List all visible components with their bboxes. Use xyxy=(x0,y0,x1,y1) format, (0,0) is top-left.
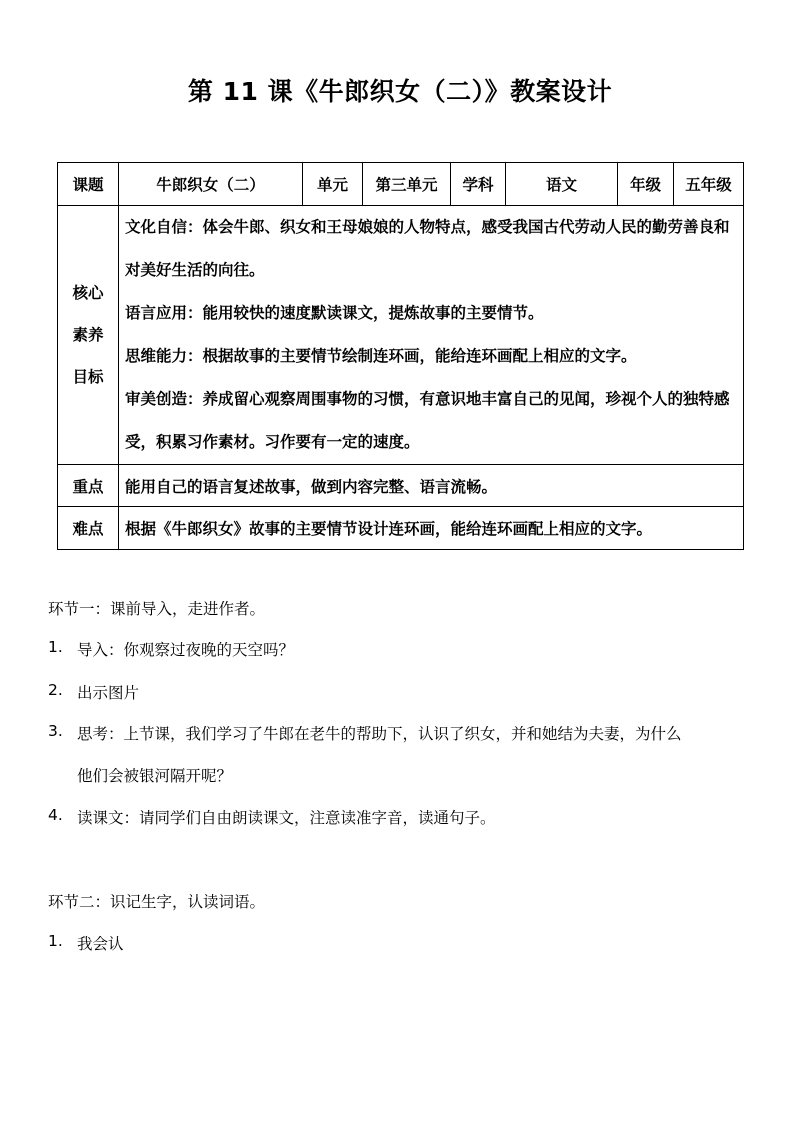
list-item-number: 3. xyxy=(48,722,63,740)
unit-value: 第三单元 xyxy=(363,163,451,206)
goal-culture: 文化自信：体会牛郎、织女和王母娘娘的人物特点，感受我国古代劳动人民的勤劳善良和对美好生活的向往。 xyxy=(125,218,730,279)
list-item: 出示图片 xyxy=(77,684,140,702)
goals-label xyxy=(58,206,119,465)
goals-content xyxy=(119,206,744,465)
goals-label-line: 核心 xyxy=(72,284,104,302)
list-item-number: 2. xyxy=(48,681,63,699)
goals-label-line: 素养 xyxy=(72,326,104,344)
list-item-continuation: 他们会被银河隔开呢？ xyxy=(77,767,233,785)
goals-row xyxy=(58,206,744,465)
key-point-text: 能用自己的语言复述故事，做到内容完整、语言流畅。 xyxy=(119,465,744,507)
section1-heading: 环节一：课前导入，走进作者。 xyxy=(48,600,266,618)
goal-language: 语言应用：能用较快的速度默读课文，提炼故事的主要情节。 xyxy=(125,304,544,322)
section2-heading: 环节二：识记生字，认读词语。 xyxy=(48,893,266,911)
list-item: 导入：你观察过夜晚的天空吗？ xyxy=(77,641,295,659)
difficulty-text: 根据《牛郎织女》故事的主要情节设计连环画，能给连环画配上相应的文字。 xyxy=(119,507,744,550)
goals-label-line: 目标 xyxy=(72,368,104,386)
topic-value: 牛郎织女（二） xyxy=(119,163,303,206)
list-item: 读课文：请同学们自由朗读课文，注意读准字音，读通句子。 xyxy=(77,809,496,827)
subject-value: 语文 xyxy=(506,163,618,206)
topic-label: 课题 xyxy=(58,163,119,206)
subject-label: 学科 xyxy=(451,163,506,206)
list-item-number: 4. xyxy=(48,806,63,824)
list-item-number: 1. xyxy=(48,932,63,950)
list-item: 思考：上节课，我们学习了牛郎在老牛的帮助下，认识了织女，并和她结为夫妻，为什么 xyxy=(77,725,682,743)
goal-thinking: 思维能力：根据故事的主要情节绘制连环画，能给连环画配上相应的文字。 xyxy=(125,347,637,365)
table-header-row xyxy=(58,163,744,206)
unit-label: 单元 xyxy=(303,163,363,206)
lesson-info-table xyxy=(57,162,744,550)
list-item-number: 1. xyxy=(48,638,63,656)
key-point-row xyxy=(58,465,744,507)
grade-value: 五年级 xyxy=(674,163,744,206)
difficulty-label: 难点 xyxy=(58,507,119,550)
list-item: 我会认 xyxy=(77,935,124,953)
page-title: 第 11 课《牛郎织女（二）》教案设计 xyxy=(187,77,613,106)
goal-aesthetic: 审美创造：养成留心观察周围事物的习惯，有意识地丰富自己的见闻，珍视个人的独特感受，积累习作素材。习作要有一定的速度。 xyxy=(125,390,730,451)
grade-label: 年级 xyxy=(618,163,674,206)
difficulty-row xyxy=(58,507,744,550)
key-point-label: 重点 xyxy=(58,465,119,507)
